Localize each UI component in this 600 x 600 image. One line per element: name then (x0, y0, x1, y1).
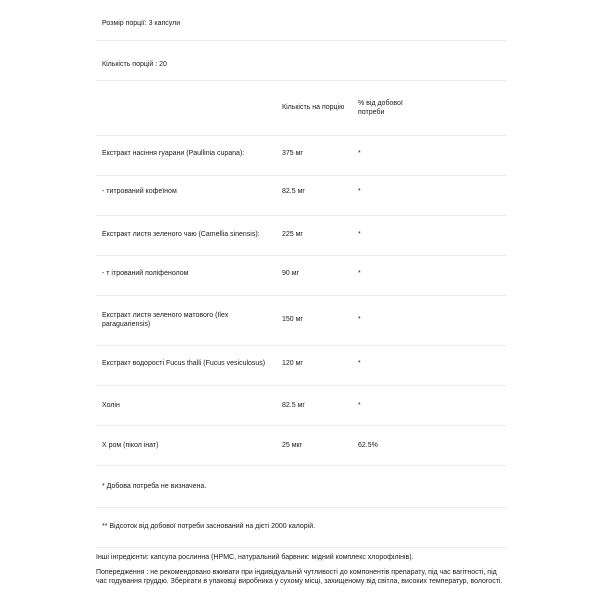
ingredient-daily-value: * (358, 270, 361, 277)
other-ingredients: Інші інгредієнти: капсула рослинна (HPMC, натуральний барвник: мідний комплекс хлорофілінів). (96, 554, 414, 561)
ingredient-name: - титрований кофеїном (102, 188, 177, 195)
table-row (96, 295, 506, 346)
serving-size: Розмір порції: 3 капсули (102, 20, 181, 27)
footnote-row (96, 507, 506, 548)
ingredient-amount: 25 мкг (282, 442, 303, 449)
ingredient-amount: 90 мг (282, 270, 300, 277)
ingredient-name: Екстракт водорості Fucus thalli (Fucus vesiculosus) (102, 360, 266, 367)
ingredient-amount: 82.5 мг (282, 188, 305, 195)
header-daily-line2: потреби (358, 109, 385, 116)
supplement-facts-panel (96, 0, 506, 600)
servings-count-row (96, 40, 506, 81)
ingredient-amount: 150 мг (282, 316, 303, 323)
ingredient-name-line1: Екстракт листя зеленого матового (Ilex (102, 312, 229, 319)
table-row (96, 135, 506, 176)
header-amount: Кількість на порцію (282, 104, 345, 111)
footnote-row (96, 465, 506, 508)
ingredient-amount: 225 мг (282, 231, 303, 238)
ingredient-daily-value: * (358, 402, 361, 409)
ingredient-daily-value: * (358, 231, 361, 238)
ingredient-name: Х ром (пікол інат) (102, 442, 159, 449)
ingredient-name: Екстракт листя зеленого чаю (Camellia sinensis): (102, 231, 260, 238)
header-daily-line1: % від добової (358, 100, 403, 107)
ingredient-daily-value: * (358, 188, 361, 195)
ingredient-daily-value: * (358, 360, 361, 367)
ingredient-amount: 375 мг (282, 150, 303, 157)
ingredient-amount: 82.5 мг (282, 402, 305, 409)
table-header-row (96, 80, 506, 136)
table-row (96, 175, 506, 216)
ingredient-amount: 120 мг (282, 360, 303, 367)
footnote-daily-not-set: * Добова потреба не визначена. (102, 483, 207, 490)
ingredient-name: Холін (102, 402, 120, 409)
ingredient-daily-value: * (358, 150, 361, 157)
table-row (96, 255, 506, 296)
servings-count: Кількість порцій : 20 (102, 61, 167, 68)
ingredient-daily-value: * (358, 316, 361, 323)
warning-text: Попередження : не рекомендовано вживати при індивідуальній чутливості до компонентів препарату, під час вагітності, під час годування груддю. Зберігати в упаковці виробника у сухому місці, захищеному від світла, високих температур, вологості. (96, 569, 503, 586)
footnote-percent-basis: ** Відсоток від добової потреби заснований на дієті 2000 калорій. (102, 523, 316, 530)
ingredient-name-line2: paraguariensis) (102, 321, 151, 328)
table-row (96, 345, 506, 386)
ingredient-daily-value: 62.5% (358, 442, 378, 449)
table-row (96, 215, 506, 256)
ingredient-name: - т ітрований поліфенолом (102, 270, 189, 277)
table-row (96, 425, 506, 466)
table-row (96, 385, 506, 426)
ingredient-name: Екстракт насіння гуарани (Paullinia cupana): (102, 150, 245, 157)
serving-size-row (96, 0, 506, 41)
